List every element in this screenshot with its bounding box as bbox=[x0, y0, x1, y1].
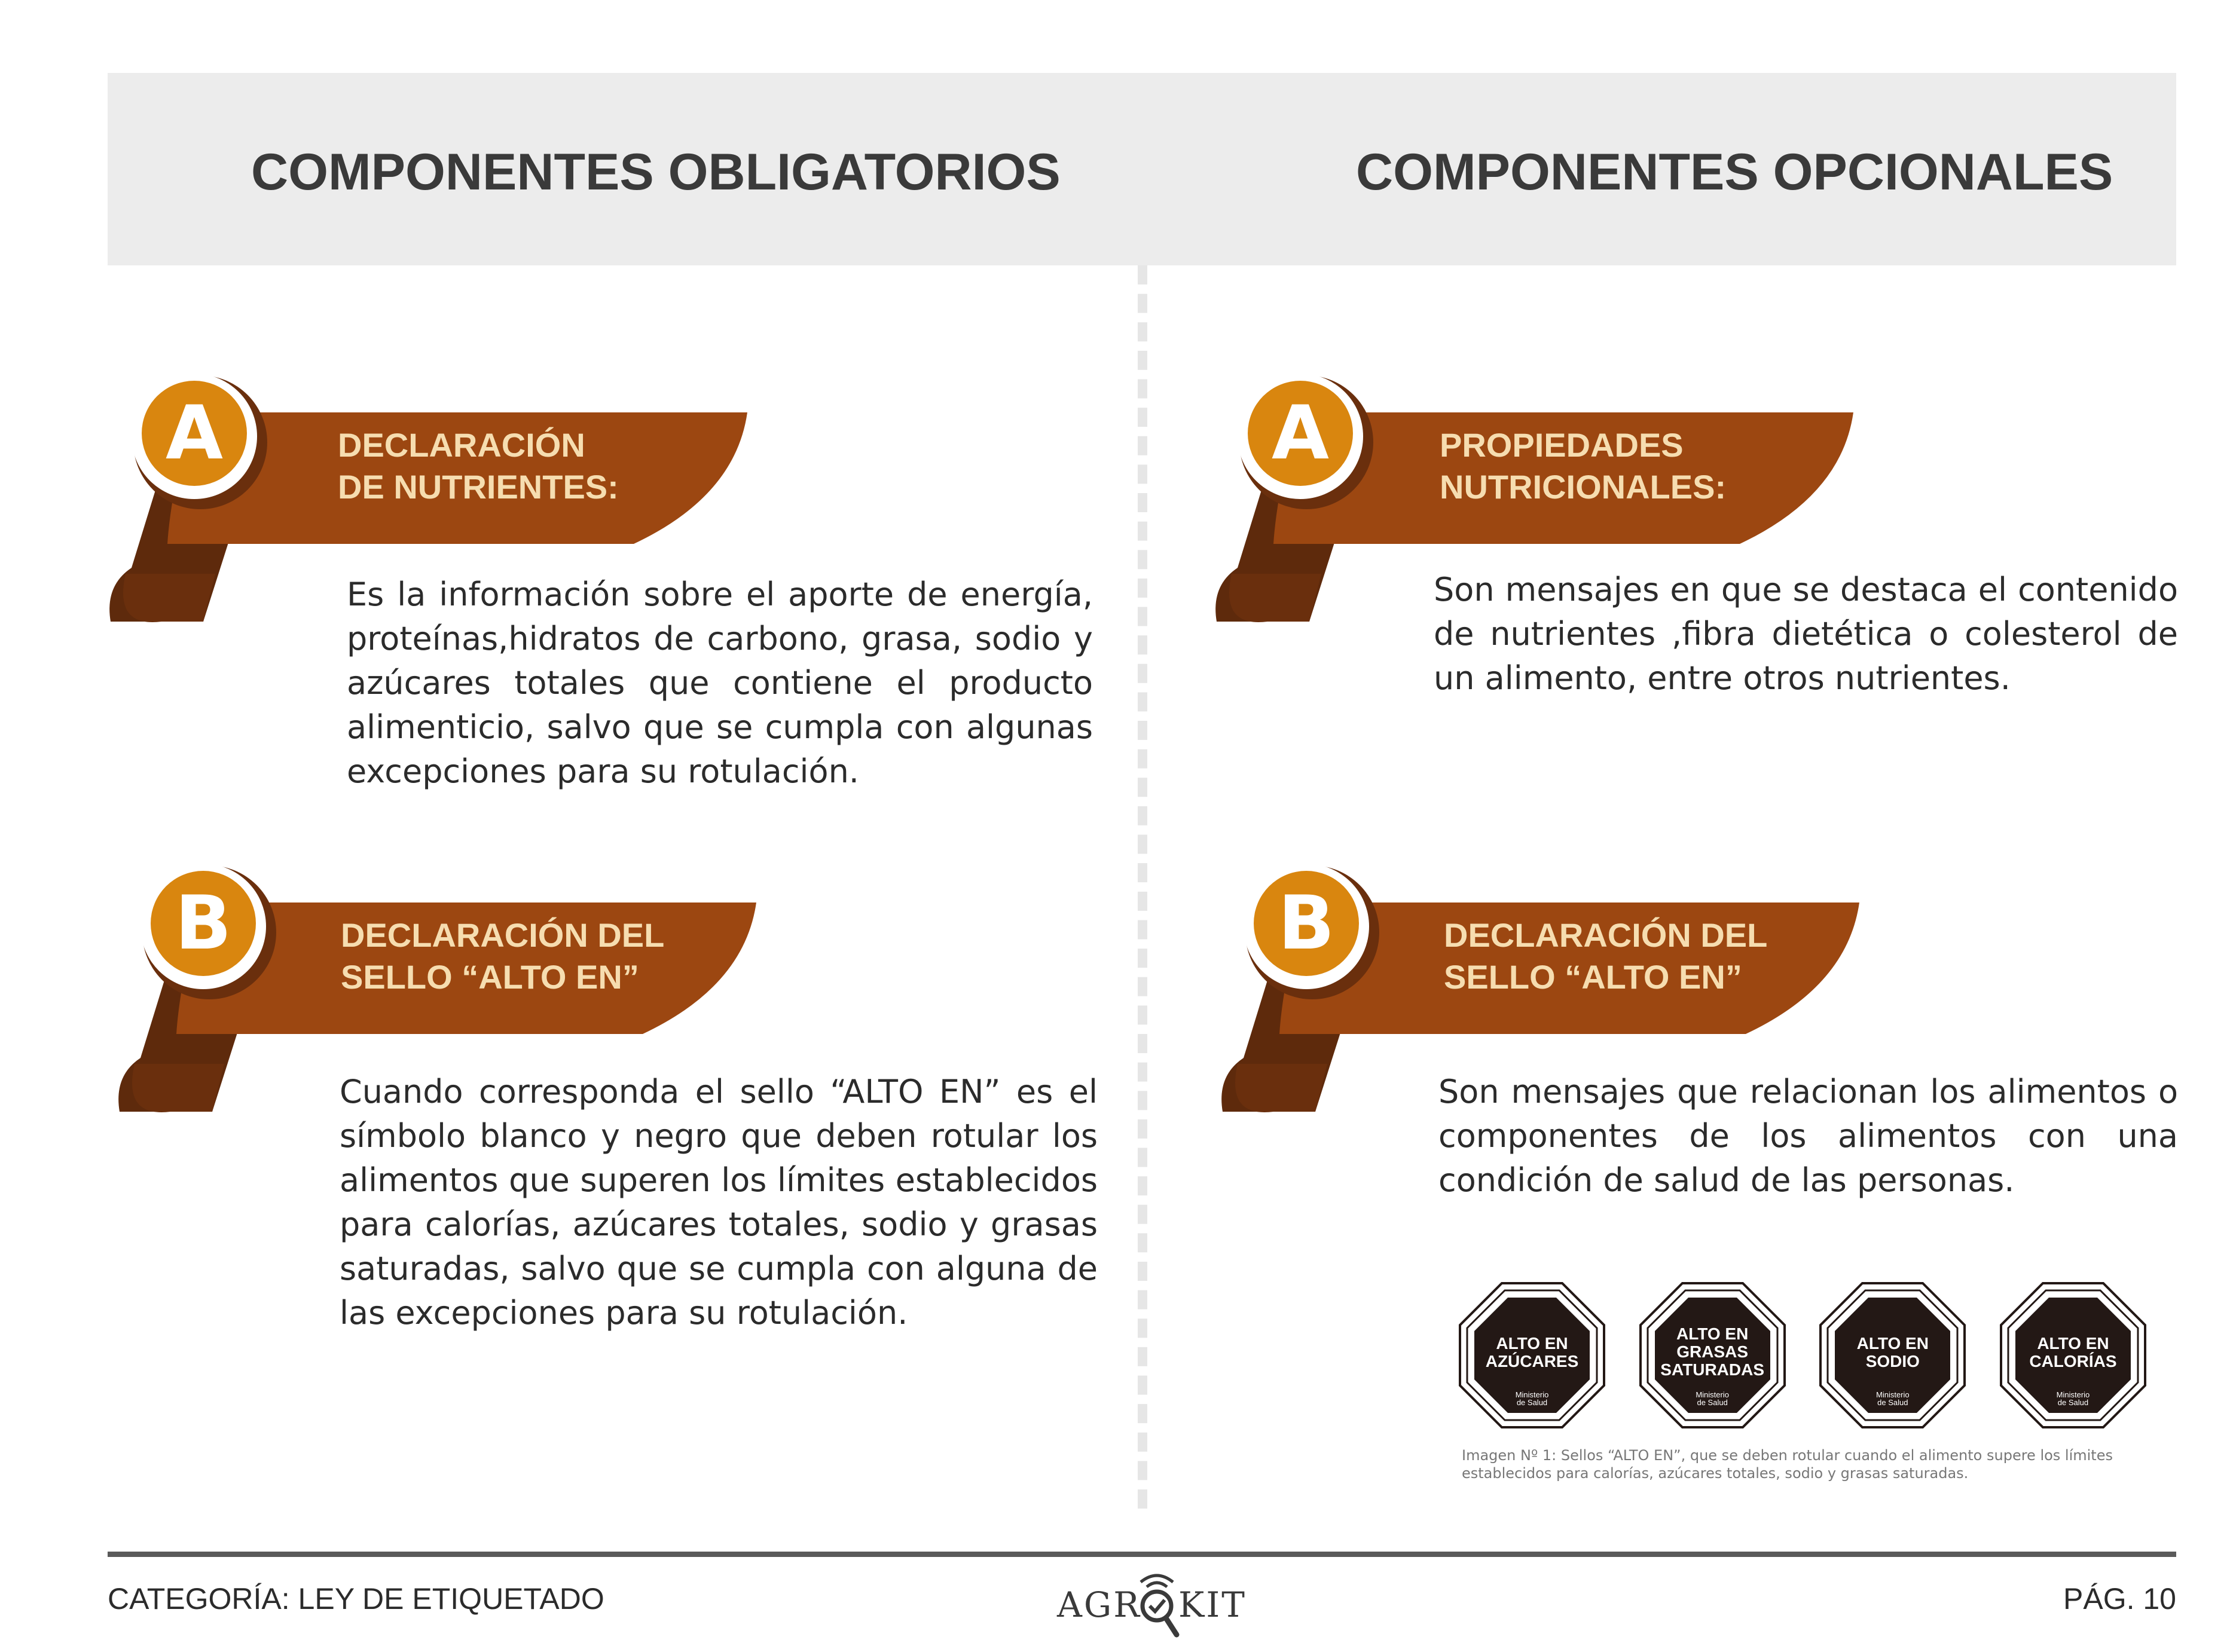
obligatorio-a-text: Es la información sobre el aporte de energía, proteínas,hidratos de carbono, grasa, sodio y azúcares totales que contiene el producto alimenticio, salvo que se cumpla con algunas excepciones para su rotulación. bbox=[347, 576, 1093, 790]
opcional-a-text: Son mensajes en que se destaca el contenido de nutrientes ,fibra dietética o colesterol de un alimento, entre otros nutrientes. bbox=[1434, 571, 2178, 697]
banner-title: PROPIEDADES NUTRICIONALES: bbox=[1440, 426, 1727, 506]
banner-title: DECLARACIÓN DEL SELLO “ALTO EN” bbox=[1444, 916, 1768, 996]
magnifier-check-icon bbox=[1130, 1569, 1184, 1641]
seal-label: ALTO EN GRASAS SATURADAS bbox=[1660, 1324, 1764, 1379]
seal-alto-en-grasas-saturadas bbox=[1639, 1282, 1786, 1428]
seal-caption: Imagen Nº 1: Sellos “ALTO EN”, que se deben rotular cuando el alimento supere los límites establecidos para calorías, azúcares totales, sodio y grasas saturadas. bbox=[1462, 1447, 2113, 1482]
left-column-title: COMPONENTES OBLIGATORIOS bbox=[251, 143, 1061, 201]
opcional-b-text: Son mensajes que relacionan los alimentos o componentes de los alimentos con una condición de salud de las personas. bbox=[1438, 1073, 2178, 1199]
seal-alto-en-sodio bbox=[1819, 1282, 1966, 1428]
seal-label: ALTO EN CALORÍAS bbox=[2029, 1334, 2117, 1370]
badge-letter-a: A bbox=[166, 390, 223, 476]
seal-alto-en-azucares bbox=[1459, 1282, 1605, 1428]
footer-category: CATEGORÍA: LEY DE ETIQUETADO bbox=[108, 1582, 604, 1616]
footer-line bbox=[108, 1552, 2176, 1557]
banner-title: DECLARACIÓN DE NUTRIENTES: bbox=[338, 426, 619, 506]
banner-title: DECLARACIÓN DEL SELLO “ALTO EN” bbox=[341, 916, 665, 996]
page-number: PÁG. 10 bbox=[2063, 1582, 2176, 1616]
seal-ministry: Ministerio de Salud bbox=[1515, 1390, 1549, 1407]
seal-label: ALTO EN AZÚCARES bbox=[1485, 1334, 1579, 1370]
seal-label: ALTO EN SODIO bbox=[1856, 1334, 1929, 1370]
right-column-title: COMPONENTES OPCIONALES bbox=[1356, 143, 2113, 201]
badge-letter-b: B bbox=[1278, 880, 1335, 966]
badge-letter-b: B bbox=[175, 880, 232, 966]
agrokit-logo bbox=[1057, 1569, 1247, 1641]
seal-ministry: Ministerio de Salud bbox=[1876, 1390, 1910, 1407]
alto-en-seals bbox=[1459, 1282, 2146, 1437]
column-divider bbox=[1138, 265, 1147, 1509]
logo-text-right: KIT bbox=[1178, 1584, 1247, 1625]
seal-ministry: Ministerio de Salud bbox=[2056, 1390, 2090, 1407]
logo-text-left: AGR bbox=[1057, 1584, 1141, 1625]
seal-alto-en-calorias bbox=[2000, 1282, 2146, 1428]
obligatorio-b-text: Cuando corresponda el sello “ALTO EN” es el símbolo blanco y negro que deben rotular los alimentos que superen los límites establecidos para calorías, azúcares totales, sodio y grasas saturadas, salvo que se cumpla con alguna de las excepciones para su rotulación. bbox=[340, 1073, 1098, 1332]
badge-letter-a: A bbox=[1272, 390, 1329, 476]
seal-ministry: Ministerio de Salud bbox=[1696, 1390, 1729, 1407]
